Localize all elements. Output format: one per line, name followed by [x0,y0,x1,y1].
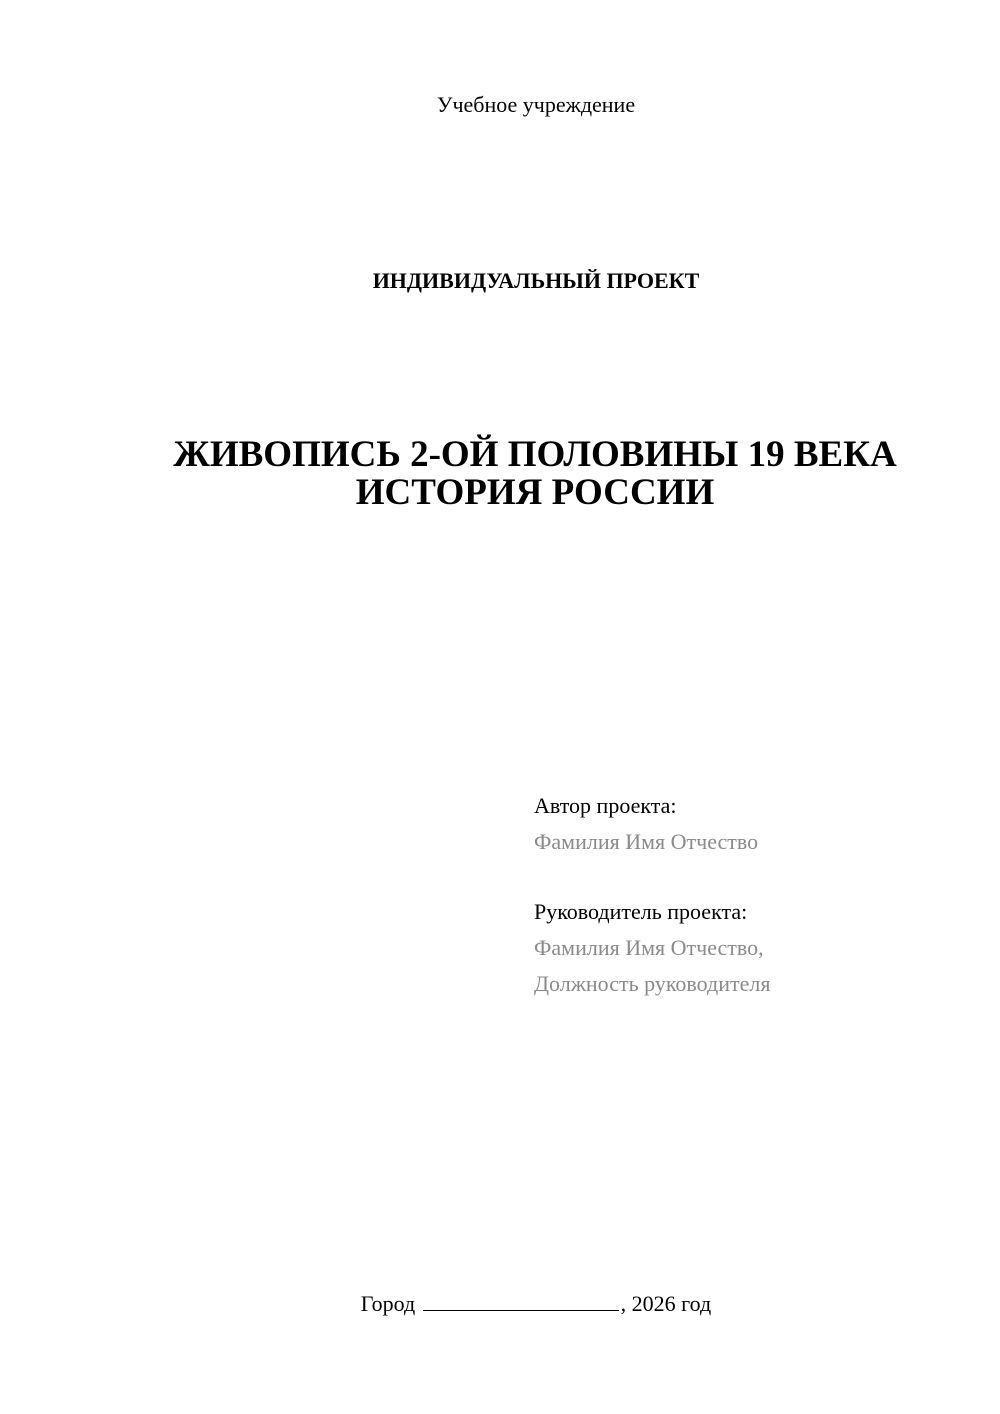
supervisor-label: Руководитель проекта: [534,899,748,924]
authors-block [534,788,974,1002]
year-text: , 2026 год [620,1291,712,1316]
author-label: Автор проекта: [534,793,677,818]
project-title-line-1: ЖИВОПИСЬ 2-ОЙ ПОЛОВИНЫ 19 ВЕКА [173,434,897,475]
project-title [100,436,970,512]
project-title-line-2: ИСТОРИЯ РОССИИ [355,472,715,513]
spacer [534,860,974,894]
institution-name: Учебное учреждение [436,92,636,117]
footer-city-year [0,1290,1000,1318]
city-label: Город [360,1291,416,1316]
document-type: ИНДИВИДУАЛЬНЫЙ ПРОЕКТ [372,268,700,293]
author-name: Фамилия Имя Отчество [534,829,759,854]
city-blank-line [423,1290,619,1311]
supervisor-name: Фамилия Имя Отчество, [534,935,764,960]
supervisor-position: Должность руководителя [534,971,771,996]
